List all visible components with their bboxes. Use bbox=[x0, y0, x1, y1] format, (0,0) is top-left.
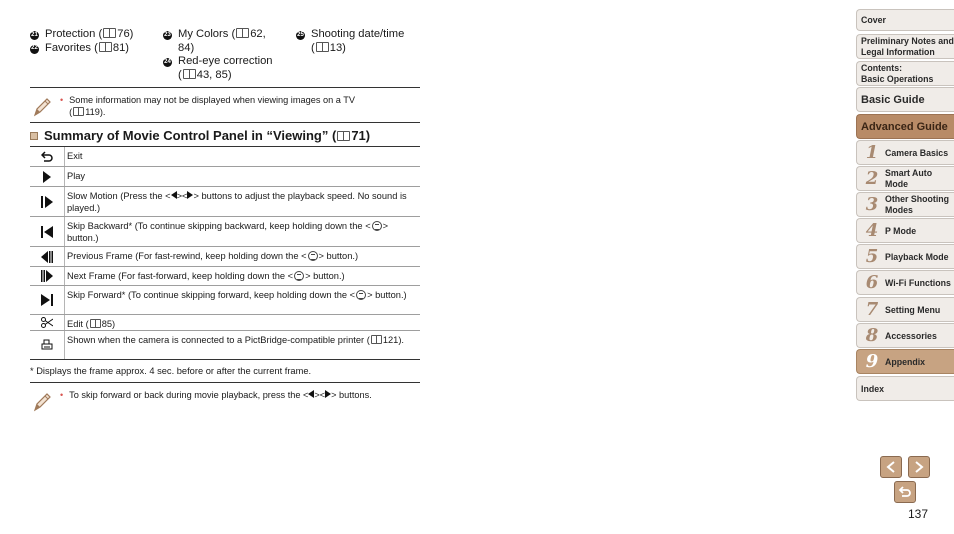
section-heading: Summary of Movie Control Panel in “Viewing” ( 71) bbox=[30, 128, 370, 143]
page-ref[interactable]: 85) bbox=[101, 319, 116, 329]
item-label: Protection ( bbox=[45, 28, 103, 40]
divider bbox=[30, 122, 420, 123]
bullet-icon: • bbox=[60, 390, 64, 400]
note-box bbox=[30, 389, 420, 413]
nav-chapter-4[interactable]: 4 P Mode bbox=[856, 218, 954, 243]
list-item: 25 Shooting date/time ( 13) bbox=[297, 28, 405, 54]
page-ref[interactable]: 62, bbox=[250, 28, 266, 40]
row-description: Next Frame (For fast-forward, keep holding down the < > button.) bbox=[67, 271, 345, 281]
item-number: 23 bbox=[163, 31, 172, 40]
nav-chapter-7[interactable]: 7 Setting Menu bbox=[856, 297, 954, 322]
nav-basic-guide[interactable]: Basic Guide bbox=[856, 87, 954, 112]
book-icon[interactable] bbox=[103, 28, 116, 38]
row-description: Previous Frame (For fast-rewind, keep holding down the < > button.) bbox=[67, 251, 359, 261]
bullet-icon: • bbox=[60, 95, 64, 105]
book-icon[interactable] bbox=[90, 319, 101, 328]
pencil-icon bbox=[32, 96, 52, 118]
item-label: Red-eye correction bbox=[178, 55, 273, 67]
list-item bbox=[30, 42, 160, 56]
slow-motion-icon bbox=[41, 196, 54, 208]
table-row bbox=[30, 331, 420, 360]
row-description: Play bbox=[67, 171, 86, 181]
book-icon[interactable] bbox=[183, 69, 196, 79]
nav-contents[interactable]: Contents: Basic Operations bbox=[856, 61, 954, 86]
row-description: Slow Motion (Press the < >< > buttons to adjust the playback speed. No sound is played.) bbox=[67, 191, 407, 213]
nav-chapter-2[interactable]: 2 Smart Auto Mode bbox=[856, 166, 954, 191]
nav-cover[interactable]: Cover bbox=[856, 9, 954, 31]
exit-icon bbox=[41, 151, 53, 162]
page-ref[interactable]: 76) bbox=[117, 28, 134, 40]
table-row bbox=[30, 167, 420, 187]
nav-chapter-1[interactable]: 1 Camera Basics bbox=[856, 140, 954, 165]
arrow-right-icon bbox=[914, 461, 924, 473]
previous-page-button[interactable] bbox=[880, 456, 902, 478]
nav-chapter-6[interactable]: 6 Wi-Fi Functions bbox=[856, 270, 954, 295]
item-column-1 bbox=[30, 28, 160, 55]
skip-backward-icon bbox=[41, 226, 53, 238]
page-ref[interactable]: 71) bbox=[351, 128, 371, 143]
item-column-2 bbox=[163, 28, 283, 82]
table-row bbox=[30, 147, 420, 167]
item-label: Favorites ( bbox=[45, 41, 98, 54]
nav-index[interactable]: Index bbox=[856, 376, 954, 401]
book-icon[interactable] bbox=[73, 107, 84, 116]
table-row bbox=[30, 247, 420, 267]
note-text: • To skip forward or back during movie playback, press the < >< > buttons. bbox=[60, 390, 372, 400]
table-row bbox=[30, 315, 420, 331]
divider bbox=[30, 87, 420, 88]
book-icon[interactable] bbox=[99, 42, 112, 52]
nav-chapter-8[interactable]: 8 Accessories bbox=[856, 323, 954, 348]
play-icon bbox=[42, 171, 52, 183]
table-row bbox=[30, 217, 420, 247]
section-marker-icon bbox=[30, 132, 38, 140]
item-label: Shooting date/time bbox=[311, 28, 405, 40]
return-icon bbox=[898, 486, 912, 498]
row-description: Edit ( 85) bbox=[67, 319, 116, 329]
func-set-button-icon bbox=[372, 221, 382, 231]
note-text: • Some information may not be displayed when viewing images on a TV ( 119). bbox=[60, 95, 355, 117]
nav-chapter-5[interactable]: 5 Playback Mode bbox=[856, 244, 954, 269]
previous-frame-icon bbox=[41, 251, 53, 263]
note-box bbox=[30, 94, 420, 124]
nav-advanced-guide[interactable]: Advanced Guide bbox=[856, 114, 954, 139]
return-button[interactable] bbox=[894, 481, 916, 503]
func-set-button-icon bbox=[294, 271, 304, 281]
page-ref[interactable]: 119). bbox=[85, 107, 106, 117]
nav-preliminary-notes[interactable]: Preliminary Notes and Legal Information bbox=[856, 34, 954, 59]
item-number: 24 bbox=[163, 58, 172, 67]
skip-forward-icon bbox=[41, 294, 53, 306]
list-item bbox=[163, 28, 283, 55]
divider bbox=[30, 382, 420, 383]
func-set-button-icon bbox=[356, 290, 366, 300]
page-ref[interactable]: 13) bbox=[329, 41, 346, 54]
print-icon bbox=[41, 339, 53, 351]
page-number: 137 bbox=[908, 507, 929, 521]
item-number: 25 bbox=[296, 31, 305, 40]
movie-control-table bbox=[30, 146, 420, 360]
table-row bbox=[30, 267, 420, 286]
item-number: 22 bbox=[30, 45, 39, 54]
row-description: Skip Backward* (To continue skipping backward, keep holding down the < > button.) bbox=[67, 221, 389, 243]
edit-scissors-icon bbox=[41, 317, 53, 328]
page-ref[interactable]: 81) bbox=[112, 41, 130, 54]
row-description: Exit bbox=[67, 151, 83, 161]
nav-chapter-9[interactable]: 9 Appendix bbox=[856, 349, 954, 374]
book-icon[interactable] bbox=[236, 28, 249, 38]
book-icon[interactable] bbox=[337, 131, 350, 141]
nav-chapter-3[interactable]: 3 Other Shooting Modes bbox=[856, 192, 954, 217]
next-page-button[interactable] bbox=[908, 456, 930, 478]
book-icon[interactable] bbox=[316, 42, 329, 52]
list-item: 24 Red-eye correction ( 43, 85) bbox=[164, 55, 273, 81]
next-frame-icon bbox=[41, 270, 53, 282]
row-description: Skip Forward* (To continue skipping forward, keep holding down the < > button.) bbox=[67, 290, 407, 300]
item-label: My Colors ( bbox=[178, 28, 236, 40]
arrow-left-icon bbox=[886, 461, 896, 473]
page-ref[interactable]: 43, 85) bbox=[196, 68, 232, 81]
page-ref[interactable]: 121). bbox=[382, 335, 405, 345]
list-item bbox=[30, 28, 160, 42]
page-ref[interactable]: 84) bbox=[178, 41, 195, 54]
table-row bbox=[30, 286, 420, 315]
item-number: 21 bbox=[30, 31, 39, 40]
footnote: * Displays the frame approx. 4 sec. before or after the current frame. bbox=[30, 366, 312, 376]
func-set-button-icon bbox=[308, 251, 318, 261]
pencil-icon bbox=[32, 391, 52, 413]
row-description: Shown when the camera is connected to a PictBridge-compatible printer ( 121). bbox=[67, 335, 405, 345]
item-column-3 bbox=[296, 28, 421, 55]
book-icon[interactable] bbox=[371, 335, 382, 344]
table-row bbox=[30, 187, 420, 217]
